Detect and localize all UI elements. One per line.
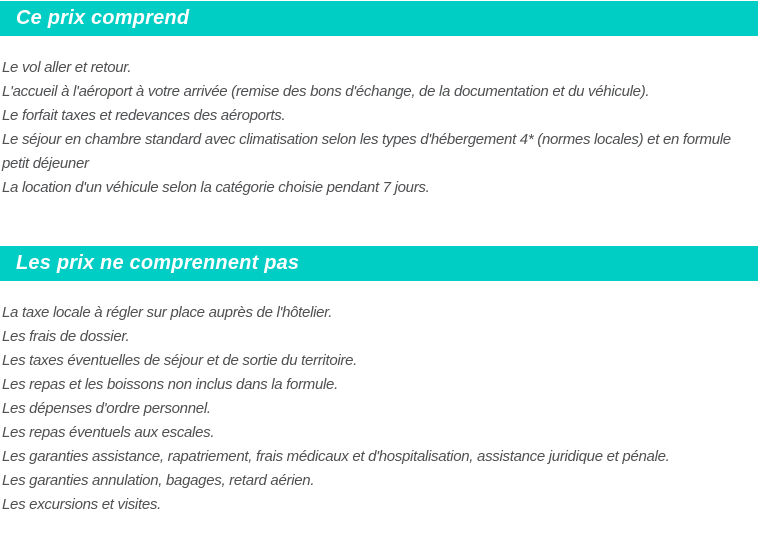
price-item: Les frais de dossier. <box>2 328 130 345</box>
sections-container <box>0 1 758 517</box>
price-item: Le séjour en chambre standard avec climatisation selon les types d'hébergement 4* (normes locales) et en formule petit déjeuner <box>2 131 731 172</box>
price-section <box>0 246 758 517</box>
price-item-list <box>0 301 758 517</box>
section-header-bar <box>0 246 758 281</box>
section-header-bar <box>0 1 758 36</box>
price-item: Le vol aller et retour. <box>2 59 132 76</box>
price-item: Les garanties assistance, rapatriement, frais médicaux et d'hospitalisation, assistance juridique et pénale. <box>2 448 670 465</box>
price-section <box>0 1 758 200</box>
price-item: Les garanties annulation, bagages, retard aérien. <box>2 472 315 489</box>
price-item: L'accueil à l'aéroport à votre arrivée (remise des bons d'échange, de la documentation et du véhicule). <box>2 83 650 100</box>
price-item-list <box>0 56 758 200</box>
price-item: Les taxes éventuelles de séjour et de sortie du territoire. <box>2 352 358 369</box>
price-item: Les dépenses d'ordre personnel. <box>2 400 211 417</box>
price-item: Les repas et les boissons non inclus dans la formule. <box>2 376 338 393</box>
section-title: Ce prix comprend <box>16 7 190 29</box>
price-item: Le forfait taxes et redevances des aéroports. <box>2 107 286 124</box>
pricing-details-page <box>0 1 758 533</box>
price-item: Les excursions et visites. <box>2 496 161 513</box>
price-item: La location d'un véhicule selon la catégorie choisie pendant 7 jours. <box>2 179 430 196</box>
section-title: Les prix ne comprennent pas <box>16 252 300 274</box>
price-item: La taxe locale à régler sur place auprès de l'hôtelier. <box>2 304 333 321</box>
price-item: Les repas éventuels aux escales. <box>2 424 215 441</box>
